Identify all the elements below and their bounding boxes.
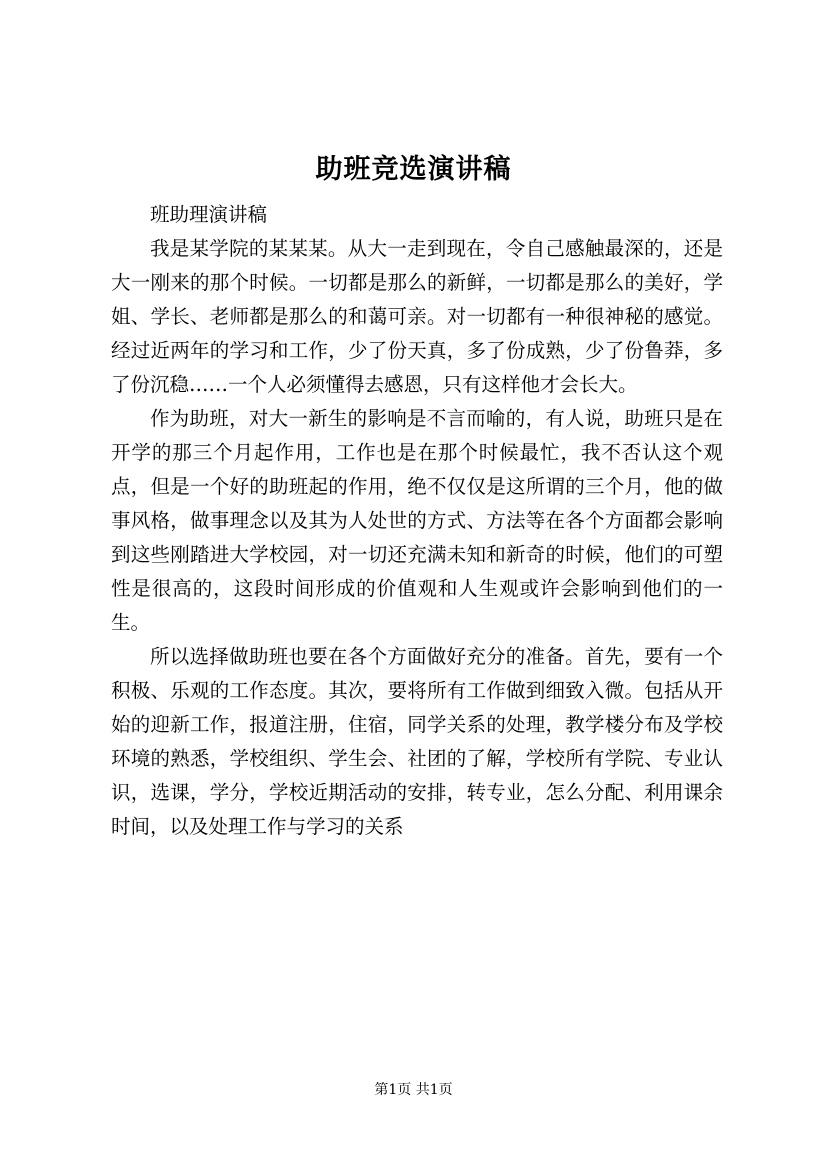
document-subtitle: 班助理演讲稿 xyxy=(150,203,268,226)
paragraph-1: 我是某学院的某某某。从大一走到现在，令自己感触最深的，还是大一刚来的那个时候。一切都是那么的新鲜，一切都是那么的美好，学姐、学长、老师都是那么的和蔼可亲。对一切都有一种很神秘的感觉。经过近两年的学习和工作，少了份天真，多了份成熟，少了份鲁莽，多了份沉稳……一个人必须懂得去感恩，只有这样他才会长大。 xyxy=(111,237,723,396)
document-body xyxy=(111,198,723,844)
document-title: 助班竞选演讲稿 xyxy=(315,154,512,185)
paragraph-2: 作为助班，对大一新生的影响是不言而喻的，有人说，助班只是在开学的那三个月起作用，工作也是在那个时候最忙，我不否认这个观点，但是一个好的助班起的作用，绝不仅仅是这所谓的三个月，他的做事风格，做事理念以及其为人处世的方式、方法等在各个方面都会影响到这些刚踏进大学校园，对一切还充满未知和新奇的时候，他们的可塑性是很高的，这段时间形成的价值观和人生观或许会影响到他们的一生。 xyxy=(111,407,723,634)
paragraph-3: 所以选择做助班也要在各个方面做好充分的准备。首先，要有一个积极、乐观的工作态度。其次，要将所有工作做到细致入微。包括从开始的迎新工作，报道注册，住宿，同学关系的处理，教学楼分布及学校环境的熟悉，学校组织、学生会、社团的了解，学校所有学院、专业认识，选课，学分，学校近期活动的安排，转专业，怎么分配、利用课余时间，以及处理工作与学习的关系 xyxy=(111,645,723,838)
page-footer: 第1页 共1页 xyxy=(374,1082,453,1098)
